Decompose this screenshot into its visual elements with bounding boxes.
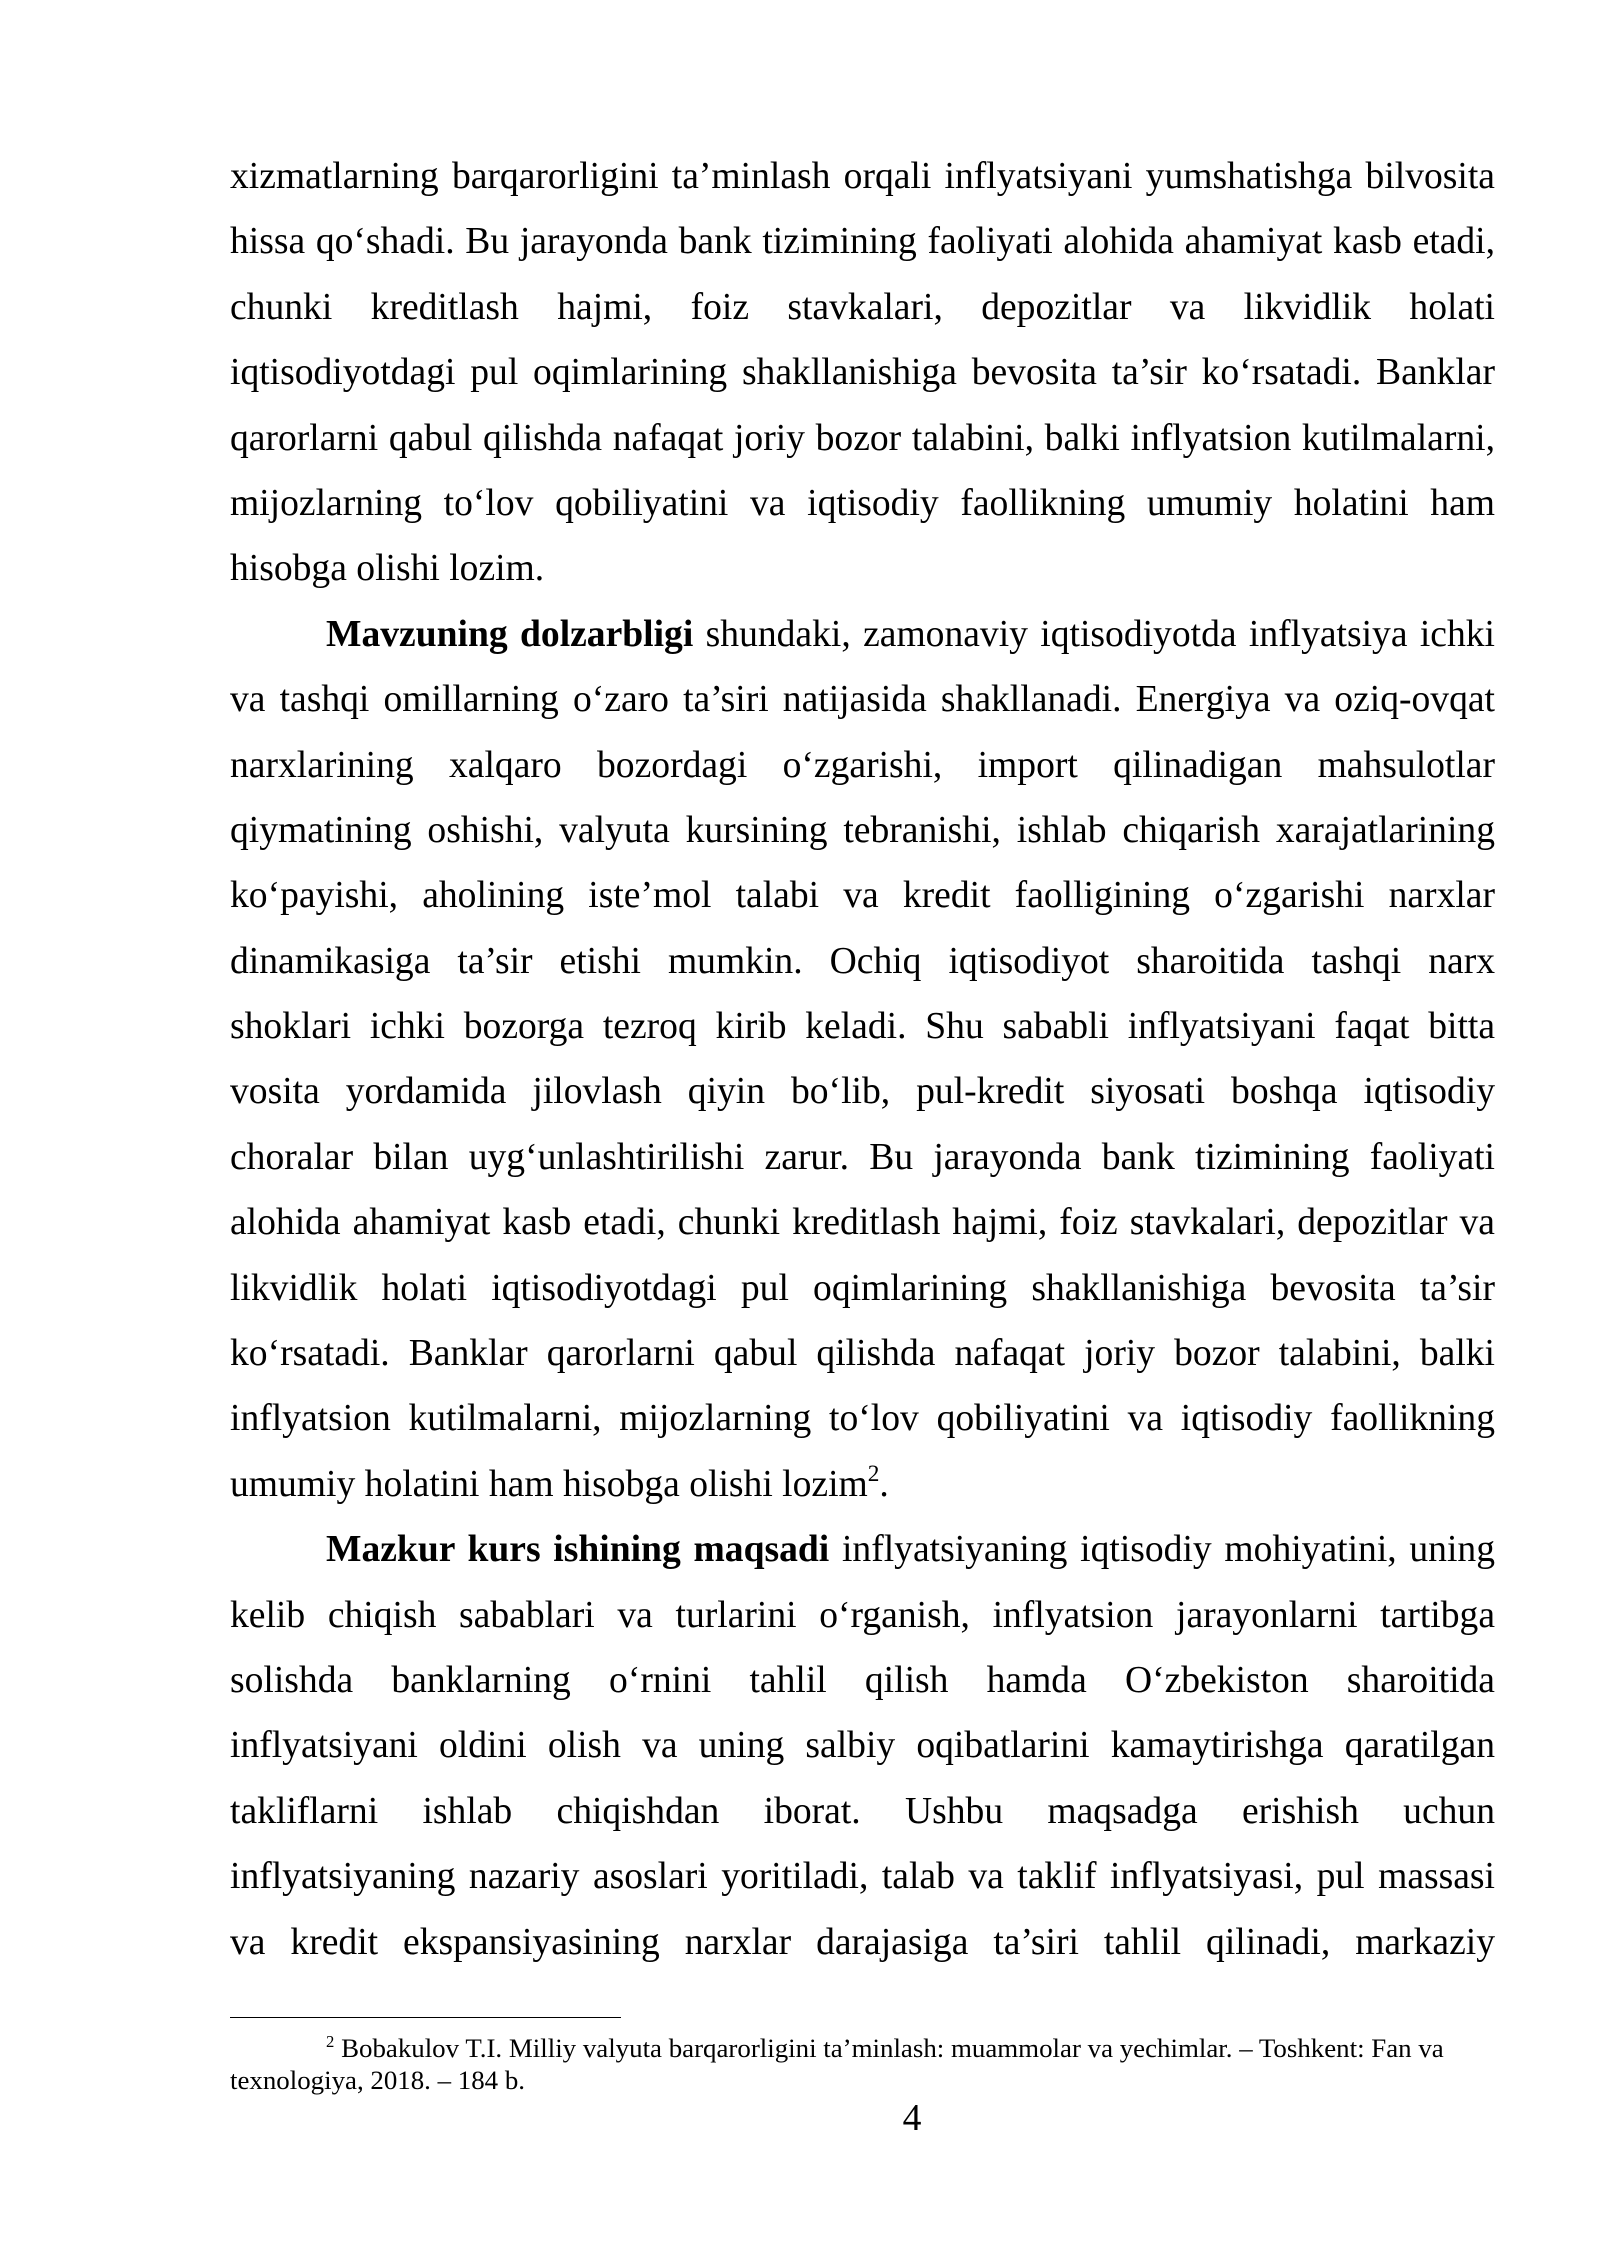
footnote: [230, 2032, 1495, 2096]
body-text: [230, 144, 1495, 1975]
text-line: kelib chiqish sabablari va turlarini o‘rganish, inflyatsion jarayonlarni tartibga: [230, 1594, 1495, 1636]
paragraph-lead: Mazkur kurs ishining maqsadi: [326, 1529, 830, 1571]
footnote-line: [230, 2032, 1495, 2064]
text-line: inflyatsion kutilmalarni, mijozlarning to‘lov qobiliyatini va iqtisodiy faollikning: [230, 1398, 1495, 1440]
text-line: [230, 1517, 1495, 1582]
footnote-text: Bobakulov T.I. Milliy valyuta barqarorligini ta’minlash: muammolar va yechimlar. – Toshkent: Fan va: [341, 2033, 1444, 2063]
text-line: iqtisodiyotdagi pul oqimlarining shakllanishiga bevosita ta’sir ko‘rsatadi. Banklar: [230, 352, 1495, 394]
paragraph-lead: Mavzuning dolzarbligi: [326, 613, 694, 655]
paragraph: [230, 1517, 1495, 1975]
text-line: hisobga olishi lozim.: [230, 548, 545, 590]
text-line: choralar bilan uyg‘unlashtirilishi zarur. Bu jarayonda bank tizimining faoliyati: [230, 1136, 1495, 1178]
text-line: qiymatining oshishi, valyuta kursining tebranishi, ishlab chiqarish xarajatlarining: [230, 809, 1495, 851]
text-line: qarorlarni qabul qilishda nafaqat joriy bozor talabini, balki inflyatsion kutilmalarni,: [230, 417, 1495, 459]
text-line: ko‘payishi, aholining iste’mol talabi va kredit faolligining o‘zgarishi narxlar: [230, 875, 1495, 917]
text-segment: .: [879, 1463, 889, 1505]
text-line: inflyatsiyani oldini olish va uning salbiy oqibatlarini kamaytirishga qaratilgan: [230, 1725, 1495, 1767]
page-number: 4: [902, 2098, 922, 2139]
text-line: inflyatsiyaning nazariy asoslari yoritiladi, talab va taklif inflyatsiyasi, pul massasi: [230, 1856, 1495, 1898]
text-line: narxlarining xalqaro bozordagi o‘zgarishi, import qilinadigan mahsulotlar: [230, 744, 1495, 786]
text-segment: shundaki, zamonaviy iqtisodiyotda inflyatsiya ichki: [705, 613, 1495, 655]
text-line: mijozlarning to‘lov qobiliyatini va iqtisodiy faollikning umumiy holatini ham: [230, 482, 1495, 524]
footnote-separator: [230, 2017, 621, 2018]
text-line: shoklari ichki bozorga tezroq kirib keladi. Shu sababli inflyatsiyani faqat bitta: [230, 1006, 1495, 1048]
text-line: likvidlik holati iqtisodiyotdagi pul oqimlarining shakllanishiga bevosita ta’sir: [230, 1267, 1495, 1309]
text-line: xizmatlarning barqarorligini ta’minlash orqali inflyatsiyani yumshatishga bilvosita: [230, 156, 1495, 197]
paragraph: [230, 144, 1495, 602]
text-line: alohida ahamiyat kasb etadi, chunki kreditlash hajmi, foiz stavkalari, depozitlar va: [230, 1202, 1495, 1244]
paragraph: [230, 602, 1495, 1517]
text-line: solishda banklarning o‘rnini tahlil qilish hamda O‘zbekiston sharoitida: [230, 1659, 1495, 1701]
text-line: va kredit ekspansiyasining narxlar darajasiga ta’siri tahlil qilinadi, markaziy: [230, 1921, 1495, 1963]
text-line: ko‘rsatadi. Banklar qarorlarni qabul qilishda nafaqat joriy bozor talabini, balki: [230, 1333, 1495, 1375]
text-line: hissa qo‘shadi. Bu jarayonda bank tizimining faoliyati alohida ahamiyat kasb etadi,: [230, 221, 1495, 263]
text-line: [230, 602, 1495, 667]
text-line: dinamikasiga ta’sir etishi mumkin. Ochiq iqtisodiyot sharoitida tashqi narx: [230, 940, 1495, 982]
text-line: va tashqi omillarning o‘zaro ta’siri natijasida shakllanadi. Energiya va oziq-ovqat: [230, 679, 1495, 721]
text-line: chunki kreditlash hajmi, foiz stavkalari, depozitlar va likvidlik holati: [230, 286, 1495, 328]
text-segment: umumiy holatini ham hisobga olishi lozim: [230, 1463, 868, 1505]
footnote-reference: 2: [867, 1461, 880, 1488]
text-line: takliflarni ishlab chiqishdan iborat. Ushbu maqsadga erishish uchun: [230, 1790, 1495, 1832]
footnote-line: texnologiya, 2018. – 184 b.: [230, 2065, 526, 2095]
text-segment: inflyatsiyaning iqtisodiy mohiyatini, uning: [841, 1529, 1495, 1571]
footnote-mark: 2: [326, 2031, 335, 2051]
text-line: vosita yordamida jilovlash qiyin bo‘lib, pul-kredit siyosati boshqa iqtisodiy: [230, 1071, 1495, 1113]
text-line: [230, 1452, 1495, 1517]
